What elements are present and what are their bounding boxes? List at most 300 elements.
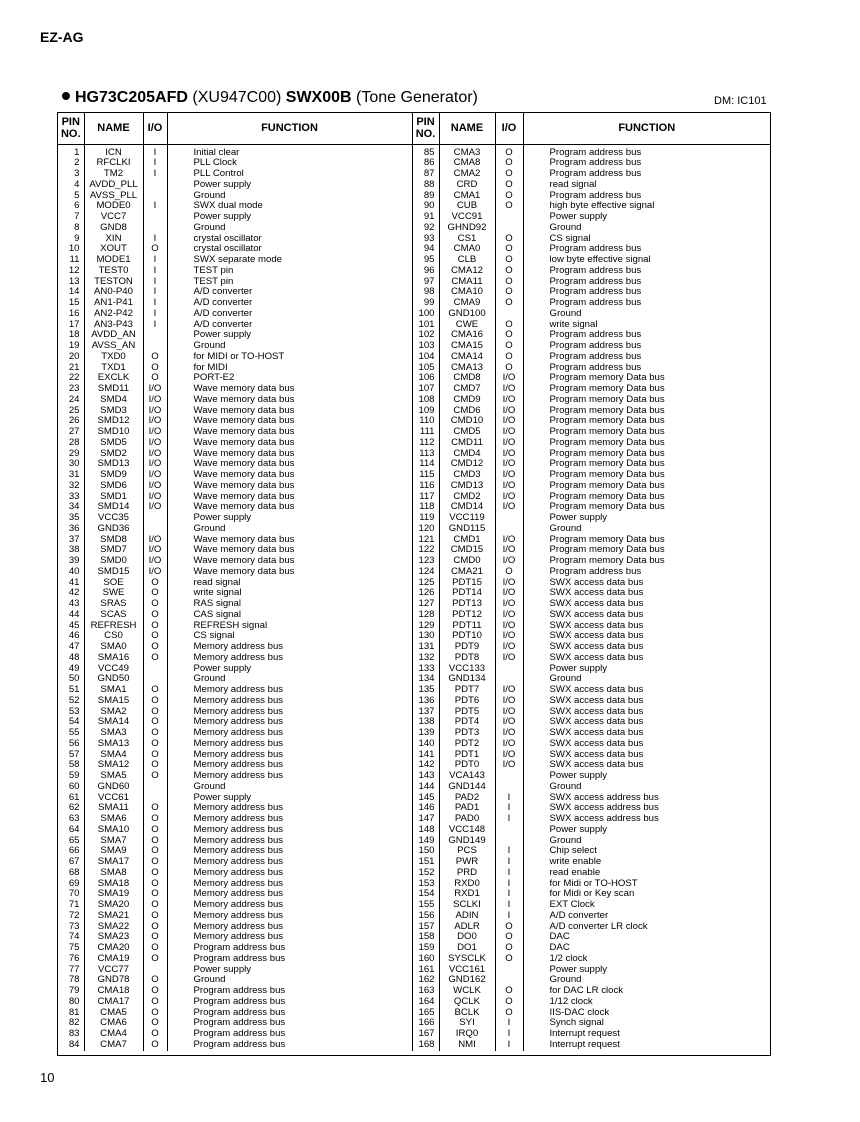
pin-name: TXD1 <box>84 363 143 374</box>
pin-number: 122 <box>412 545 439 556</box>
pin-io: I/O <box>143 384 167 395</box>
pin-name: CMD14 <box>439 502 495 513</box>
pin-io: I/O <box>143 459 167 470</box>
pin-function: Memory address bus <box>167 728 412 739</box>
pin-function: crystal oscillator <box>167 244 412 255</box>
pin-io: I/O <box>495 545 523 556</box>
table-row <box>58 760 770 771</box>
pin-number: 90 <box>412 201 439 212</box>
table-row <box>58 986 770 997</box>
pin-name: PDT7 <box>439 685 495 696</box>
table-row <box>58 373 770 384</box>
pin-io: O <box>143 631 167 642</box>
pin-number: 149 <box>412 836 439 847</box>
pin-function: SWX access data bus <box>549 599 644 609</box>
pin-number: 92 <box>412 223 439 234</box>
pin-number: 21 <box>58 363 84 374</box>
table-row <box>58 868 770 879</box>
pin-function: Program address bus <box>167 1029 412 1040</box>
pin-io: O <box>495 932 523 943</box>
pin-name: VCC77 <box>84 965 143 976</box>
pin-io: O <box>143 836 167 847</box>
pin-function: write enable <box>549 857 602 867</box>
pin-function: Program memory Data bus <box>549 405 665 416</box>
pin-function: Memory address bus <box>167 879 412 890</box>
pin-name: CMD9 <box>439 395 495 406</box>
pin-function: A/D converter LR clock <box>549 921 648 932</box>
pin-name: CMD13 <box>439 481 495 492</box>
pin-function: SWX access address bus <box>549 792 659 803</box>
pin-name: SMA22 <box>84 922 143 933</box>
pin-function: Interrupt request <box>549 1039 620 1050</box>
pin-io: I/O <box>495 470 523 481</box>
pin-function: Memory address bus <box>167 911 412 922</box>
pin-io <box>143 782 167 793</box>
pin-number: 144 <box>412 782 439 793</box>
pin-number: 67 <box>58 857 84 868</box>
pin-function: Ground <box>167 223 412 234</box>
pin-function: for MIDI or TO-HOST <box>167 352 412 363</box>
pin-name: CMD1 <box>439 535 495 546</box>
pin-number: 19 <box>58 341 84 352</box>
table-row <box>58 363 770 374</box>
pin-io: I <box>495 793 523 804</box>
pin-name: CMA16 <box>439 330 495 341</box>
pin-function: REFRESH signal <box>167 621 412 632</box>
pin-io <box>143 513 167 524</box>
pin-function: SWX separate mode <box>167 255 412 266</box>
pin-io: O <box>143 653 167 664</box>
pin-io: O <box>495 363 523 374</box>
pin-io: I/O <box>495 739 523 750</box>
pin-function: Program memory Data bus <box>549 427 665 437</box>
pin-function: read enable <box>549 867 601 878</box>
pin-number: 23 <box>58 384 84 395</box>
pin-name: SMD5 <box>84 438 143 449</box>
pin-function: SWX access data bus <box>549 631 644 642</box>
pin-function: Program memory Data bus <box>549 394 665 405</box>
pin-number: 167 <box>412 1029 439 1040</box>
pin-number: 51 <box>58 685 84 696</box>
pin-io: O <box>495 169 523 180</box>
pin-number: 45 <box>58 621 84 632</box>
pin-name: PDT12 <box>439 610 495 621</box>
pin-number: 30 <box>58 459 84 470</box>
table-row <box>58 857 770 868</box>
pin-function: SWX access data bus <box>549 738 644 749</box>
part-code: (XU947C00) <box>192 89 282 106</box>
pin-name: AVSS_AN <box>84 341 143 352</box>
pin-name: SMA13 <box>84 739 143 750</box>
pin-function: write signal <box>549 319 598 330</box>
pin-io: O <box>143 868 167 879</box>
table-row <box>58 545 770 556</box>
pin-io: I/O <box>143 416 167 427</box>
table-row <box>58 997 770 1008</box>
pin-function: Chip select <box>549 846 597 857</box>
pin-number: 139 <box>412 728 439 739</box>
table-row <box>58 728 770 739</box>
pin-number: 130 <box>412 631 439 642</box>
pin-io: O <box>143 599 167 610</box>
pin-function: Memory address bus <box>167 836 412 847</box>
pin-function: SWX access address bus <box>549 814 659 824</box>
pin-function: Wave memory data bus <box>167 459 412 470</box>
pin-io <box>143 674 167 685</box>
pin-function: Memory address bus <box>167 868 412 879</box>
pin-number: 165 <box>412 1008 439 1019</box>
pin-name: PDT13 <box>439 599 495 610</box>
pin-name: ADIN <box>439 911 495 922</box>
dm-reference: DM: IC101 <box>714 95 767 107</box>
pin-name: GND115 <box>439 524 495 535</box>
pin-number: 75 <box>58 943 84 954</box>
table-row <box>58 653 770 664</box>
pin-function: Ground <box>549 835 582 846</box>
pin-number: 81 <box>58 1008 84 1019</box>
table-row <box>58 524 770 535</box>
pin-io: O <box>495 943 523 954</box>
pin-name: CLB <box>439 255 495 266</box>
pin-name: SMD10 <box>84 427 143 438</box>
pin-io: I/O <box>495 438 523 449</box>
pin-name: VCA143 <box>439 771 495 782</box>
table-row <box>58 449 770 460</box>
pin-number: 128 <box>412 610 439 621</box>
pin-function: Memory address bus <box>167 717 412 728</box>
part-number: HG73C205AFD <box>75 89 188 106</box>
pin-name: XOUT <box>84 244 143 255</box>
pin-io: I/O <box>495 556 523 567</box>
pin-function: 1/2 clock <box>549 953 588 964</box>
pin-number: 7 <box>58 212 84 223</box>
pin-number: 138 <box>412 717 439 728</box>
document-header-model: EZ-AG <box>40 29 84 45</box>
pin-function: Power supply <box>167 180 412 191</box>
pin-name: CMD2 <box>439 492 495 503</box>
pin-number: 33 <box>58 492 84 503</box>
pin-io: I/O <box>495 653 523 664</box>
pin-name: CMD4 <box>439 449 495 460</box>
pin-name: GND134 <box>439 674 495 685</box>
pin-function: Memory address bus <box>167 771 412 782</box>
pin-name: DO0 <box>439 932 495 943</box>
pin-function: Initial clear <box>167 144 412 158</box>
pin-io: I/O <box>143 470 167 481</box>
pin-number: 114 <box>412 459 439 470</box>
pin-io: I/O <box>495 621 523 632</box>
pin-number: 54 <box>58 717 84 728</box>
pin-io: I/O <box>495 728 523 739</box>
pin-function: Memory address bus <box>167 696 412 707</box>
pin-number: 11 <box>58 255 84 266</box>
pin-number: 150 <box>412 846 439 857</box>
pin-number: 87 <box>412 169 439 180</box>
pin-io: O <box>143 975 167 986</box>
table-row <box>58 642 770 653</box>
pin-number: 123 <box>412 556 439 567</box>
pin-function: Program address bus <box>549 276 642 287</box>
pin-io: O <box>143 771 167 782</box>
pin-name: RXD0 <box>439 879 495 890</box>
pin-name: SMD7 <box>84 545 143 556</box>
pin-number: 108 <box>412 395 439 406</box>
pin-function: Wave memory data bus <box>167 492 412 503</box>
pin-number: 85 <box>412 144 439 158</box>
pin-function: Program address bus <box>549 362 642 373</box>
pin-io: O <box>143 846 167 857</box>
table-row <box>58 739 770 750</box>
pin-function: Wave memory data bus <box>167 449 412 460</box>
pin-number: 58 <box>58 760 84 771</box>
pin-name: AVDD_AN <box>84 330 143 341</box>
table-row <box>58 782 770 793</box>
pin-name: CMA4 <box>84 1029 143 1040</box>
pin-name: SMA17 <box>84 857 143 868</box>
pin-function: Program address bus <box>549 287 642 298</box>
pin-io: O <box>143 373 167 384</box>
pin-function: Wave memory data bus <box>167 502 412 513</box>
pin-number: 106 <box>412 373 439 384</box>
pin-function: Program address bus <box>549 341 642 351</box>
pin-function: Program memory Data bus <box>549 534 665 545</box>
pin-io: O <box>143 911 167 922</box>
pin-io: I <box>495 846 523 857</box>
pin-io: I/O <box>495 707 523 718</box>
pin-number: 38 <box>58 545 84 556</box>
pin-number: 166 <box>412 1018 439 1029</box>
pin-name: AN0-P40 <box>84 287 143 298</box>
pin-name: SMA2 <box>84 707 143 718</box>
pin-io: I <box>143 169 167 180</box>
pin-function: Memory address bus <box>167 814 412 825</box>
pin-io: I <box>143 266 167 277</box>
pin-io: O <box>143 352 167 363</box>
pin-io: I/O <box>495 685 523 696</box>
pin-number: 118 <box>412 502 439 513</box>
pin-name: SMA8 <box>84 868 143 879</box>
pin-number: 156 <box>412 911 439 922</box>
pin-number: 98 <box>412 287 439 298</box>
pin-number: 66 <box>58 846 84 857</box>
pin-io <box>495 836 523 847</box>
pin-name: CMD5 <box>439 427 495 438</box>
pin-name: REFRESH <box>84 621 143 632</box>
pin-io: O <box>143 997 167 1008</box>
pin-function: Program memory Data bus <box>549 437 665 448</box>
pin-name: ICN <box>84 144 143 158</box>
pin-name: SMA0 <box>84 642 143 653</box>
pin-number: 9 <box>58 234 84 245</box>
pin-io: O <box>143 696 167 707</box>
pin-number: 57 <box>58 750 84 761</box>
pin-function: Ground <box>549 781 582 792</box>
pin-number: 82 <box>58 1018 84 1029</box>
pin-function: Ground <box>167 524 412 535</box>
pin-function: Ground <box>167 341 412 352</box>
pin-function: Wave memory data bus <box>167 384 412 395</box>
pin-io <box>495 782 523 793</box>
pin-number: 135 <box>412 685 439 696</box>
pin-number: 77 <box>58 965 84 976</box>
pin-number: 107 <box>412 384 439 395</box>
table-row <box>58 1018 770 1029</box>
pin-name: CMA10 <box>439 287 495 298</box>
pin-name: SMA20 <box>84 900 143 911</box>
pin-io: I <box>495 1018 523 1029</box>
pin-function: SWX access data bus <box>549 695 644 706</box>
pin-name: TM2 <box>84 169 143 180</box>
pin-io: I/O <box>495 406 523 417</box>
pin-name: SMA3 <box>84 728 143 739</box>
pin-io: O <box>495 255 523 266</box>
pin-name: CMA3 <box>439 144 495 158</box>
pin-name: RFCLKI <box>84 158 143 169</box>
table-row <box>58 556 770 567</box>
pin-io <box>495 975 523 986</box>
pin-name: PDT5 <box>439 707 495 718</box>
pin-function: SWX access data bus <box>549 652 644 663</box>
pin-name: SMA23 <box>84 932 143 943</box>
pin-io: O <box>143 814 167 825</box>
col-function-2: FUNCTION <box>523 113 770 144</box>
pin-name: AN3-P43 <box>84 320 143 331</box>
pin-name: DO1 <box>439 943 495 954</box>
pin-number: 79 <box>58 986 84 997</box>
pin-function: high byte effective signal <box>549 201 655 212</box>
table-row <box>58 320 770 331</box>
pin-name: SMA16 <box>84 653 143 664</box>
pin-io: O <box>143 610 167 621</box>
pin-name: SMD14 <box>84 502 143 513</box>
pin-io: I/O <box>143 449 167 460</box>
pin-number: 73 <box>58 922 84 933</box>
pin-io: O <box>143 621 167 632</box>
pin-function: for MIDI <box>167 363 412 374</box>
pin-io: O <box>143 1029 167 1040</box>
pin-number: 29 <box>58 449 84 460</box>
pin-io: O <box>495 986 523 997</box>
pin-function: Wave memory data bus <box>167 556 412 567</box>
pin-io <box>495 965 523 976</box>
pin-name: CS0 <box>84 631 143 642</box>
pin-number: 133 <box>412 664 439 675</box>
table-row <box>58 298 770 309</box>
pin-name: CMA17 <box>84 997 143 1008</box>
pin-io: I/O <box>495 427 523 438</box>
pin-name: PRD <box>439 868 495 879</box>
pin-function: Power supply <box>167 664 412 675</box>
table-row <box>58 1008 770 1019</box>
table-row <box>58 631 770 642</box>
pin-number: 146 <box>412 803 439 814</box>
pin-io: O <box>495 180 523 191</box>
pin-number: 35 <box>58 513 84 524</box>
pin-number: 100 <box>412 309 439 320</box>
pin-function: Program address bus <box>167 986 412 997</box>
pin-function: Wave memory data bus <box>167 481 412 492</box>
pin-name: PDT4 <box>439 717 495 728</box>
pin-number: 15 <box>58 298 84 309</box>
pin-name: CMD11 <box>439 438 495 449</box>
pin-number: 63 <box>58 814 84 825</box>
pin-name: CMA20 <box>84 943 143 954</box>
pin-number: 103 <box>412 341 439 352</box>
pin-function: PORT-E2 <box>167 373 412 384</box>
table-row <box>58 922 770 933</box>
pin-io: O <box>143 578 167 589</box>
pin-number: 145 <box>412 793 439 804</box>
pin-io: O <box>143 642 167 653</box>
pin-name: VCC49 <box>84 664 143 675</box>
table-row <box>58 244 770 255</box>
pin-function: Program address bus <box>167 1018 412 1029</box>
pin-number: 68 <box>58 868 84 879</box>
pin-name: SMA12 <box>84 760 143 771</box>
pin-function: crystal oscillator <box>167 234 412 245</box>
col-name-2: NAME <box>439 113 495 144</box>
pin-number: 157 <box>412 922 439 933</box>
pin-io <box>143 212 167 223</box>
pin-name: VCC91 <box>439 212 495 223</box>
pin-io: I/O <box>495 610 523 621</box>
table-row <box>58 889 770 900</box>
pin-function: Program address bus <box>549 190 642 201</box>
pin-io <box>143 524 167 535</box>
pin-io <box>495 674 523 685</box>
pin-function: read signal <box>549 179 597 190</box>
pin-io: O <box>143 728 167 739</box>
pin-number: 49 <box>58 664 84 675</box>
table-row <box>58 438 770 449</box>
pin-io: I <box>143 277 167 288</box>
pin-number: 86 <box>412 158 439 169</box>
col-io: I/O <box>143 113 167 144</box>
pin-name: CMA8 <box>439 158 495 169</box>
pin-name: VCC161 <box>439 965 495 976</box>
pin-number: 151 <box>412 857 439 868</box>
section-title <box>62 89 478 107</box>
pin-io: O <box>143 900 167 911</box>
pin-name: SMA4 <box>84 750 143 761</box>
pin-number: 158 <box>412 932 439 943</box>
pin-function: Power supply <box>167 965 412 976</box>
pin-number: 46 <box>58 631 84 642</box>
table-row <box>58 932 770 943</box>
pin-function: Memory address bus <box>167 653 412 664</box>
pin-name: SMA15 <box>84 696 143 707</box>
pin-function: Ground <box>549 222 582 233</box>
pin-name: CMA9 <box>439 298 495 309</box>
pin-io: O <box>143 825 167 836</box>
pin-io: I <box>495 911 523 922</box>
pin-name: AN1-P41 <box>84 298 143 309</box>
pin-name: VCC119 <box>439 513 495 524</box>
pin-function: Memory address bus <box>167 900 412 911</box>
pin-io: O <box>495 352 523 363</box>
pin-name: PDT10 <box>439 631 495 642</box>
pin-function-table <box>58 113 770 1051</box>
pin-io: I <box>495 803 523 814</box>
table-row <box>58 610 770 621</box>
pin-name: SMD2 <box>84 449 143 460</box>
table-row <box>58 879 770 890</box>
pin-name: XIN <box>84 234 143 245</box>
pin-function: SWX access data bus <box>549 609 644 620</box>
pin-function: Program address bus <box>167 943 412 954</box>
pin-number: 91 <box>412 212 439 223</box>
table-row <box>58 900 770 911</box>
